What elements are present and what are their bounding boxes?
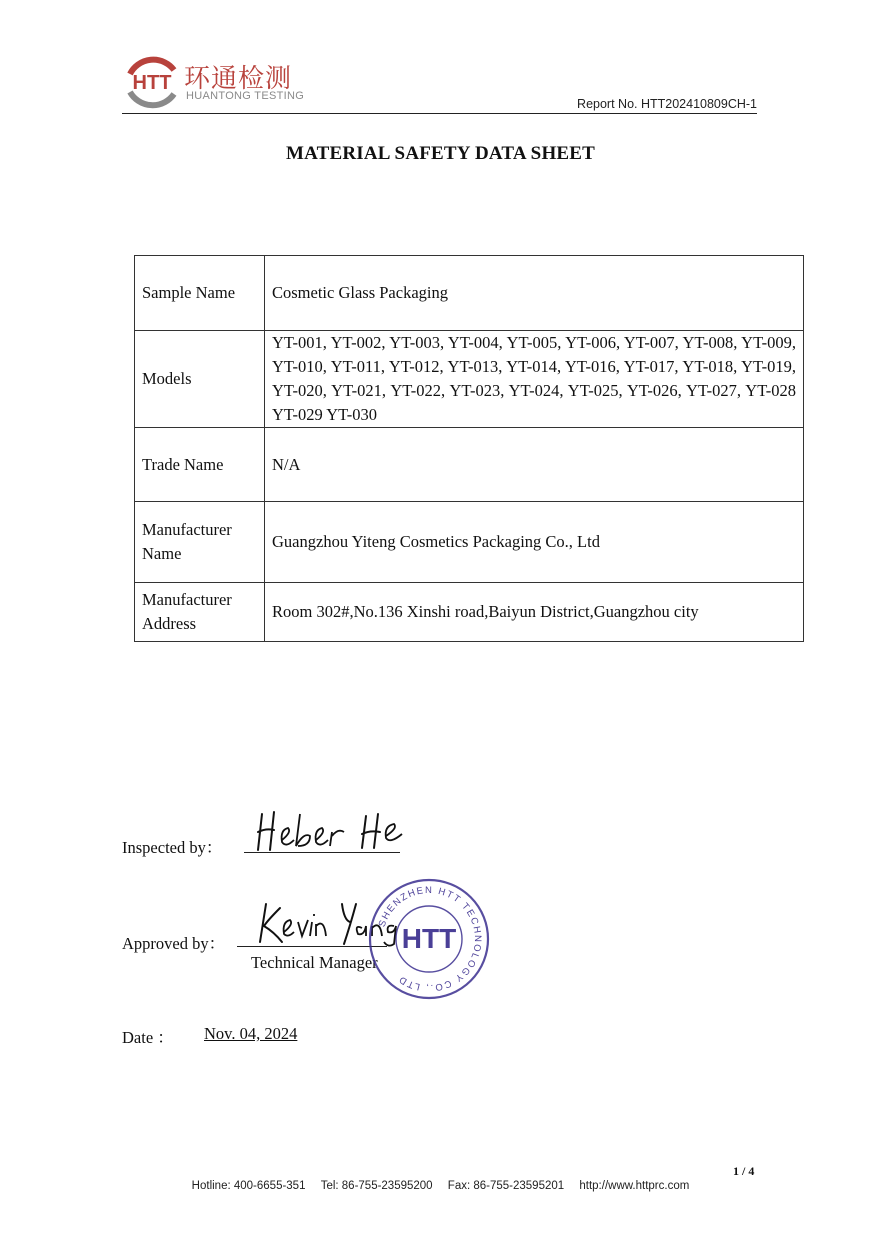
- manufacturer-name-value: Guangzhou Yiteng Cosmetics Packaging Co., Ltd: [265, 502, 804, 583]
- trade-name-label: Trade Name: [135, 428, 265, 502]
- logo-mark-text: HTT: [132, 72, 172, 94]
- models-label: Models: [135, 331, 265, 428]
- inspected-by-label: Inspected by：: [122, 838, 223, 857]
- footer-website-link[interactable]: http://www.httprc.com: [579, 1180, 690, 1192]
- sample-info-table: [134, 255, 804, 642]
- inspected-signature-line: [244, 852, 400, 853]
- document-title: MATERIAL SAFETY DATA SHEET: [285, 143, 596, 164]
- header-divider: [122, 113, 757, 114]
- table-row: [135, 502, 804, 583]
- footer-fax: Fax: 86-755-23595201: [447, 1180, 565, 1192]
- approved-signature-line: [237, 946, 387, 947]
- table-row: [135, 428, 804, 502]
- stamp-ring-text: SHENZHEN HTT TECHNOLOGY CO., LTD: [376, 884, 484, 994]
- company-logo: [122, 50, 322, 112]
- page-number: 1 / 4: [733, 1164, 755, 1178]
- manufacturer-name-label: Manufacturer Name: [135, 502, 265, 583]
- footer-hotline: Hotline: 400-6655-351: [191, 1180, 306, 1192]
- sample-name-label: Sample Name: [135, 256, 265, 331]
- manufacturer-address-value: Room 302#,No.136 Xinshi road,Baiyun District,Guangzhou city: [265, 583, 804, 642]
- date-label: Date ：: [122, 1028, 174, 1047]
- models-value: YT-001, YT-002, YT-003, YT-004, YT-005, YT-006, YT-007, YT-008, YT-009, YT-010, YT-011, YT-012, YT-013, YT-014, YT-016, YT-017, YT-018, YT-019, YT-020, YT-021, YT-022, YT-023, YT-024, YT-025, YT-026, YT-027, YT-028 YT-029 YT-030: [265, 331, 804, 428]
- logo-chinese-name: 环通检测: [184, 64, 293, 94]
- inspector-signature: [252, 806, 432, 858]
- table-row: [135, 583, 804, 642]
- date-value: Nov. 04, 2024: [204, 1024, 298, 1043]
- company-seal-stamp: [367, 877, 491, 1001]
- stamp-center-text: HTT: [401, 923, 457, 954]
- manufacturer-address-label: Manufacturer Address: [135, 583, 265, 642]
- footer-contact: [0, 1180, 881, 1192]
- table-row: [135, 256, 804, 331]
- approved-by-label: Approved by：: [122, 934, 226, 953]
- trade-name-value: N/A: [265, 428, 804, 502]
- approver-title: Technical Manager: [251, 953, 378, 972]
- table-row: [135, 331, 804, 428]
- logo-english-name: HUANTONG TESTING: [186, 90, 305, 102]
- htt-logo-icon: [122, 52, 182, 112]
- footer-tel: Tel: 86-755-23595200: [320, 1180, 433, 1192]
- report-number: Report No. HTT202410809CH-1: [577, 97, 757, 111]
- sample-name-value: Cosmetic Glass Packaging: [265, 256, 804, 331]
